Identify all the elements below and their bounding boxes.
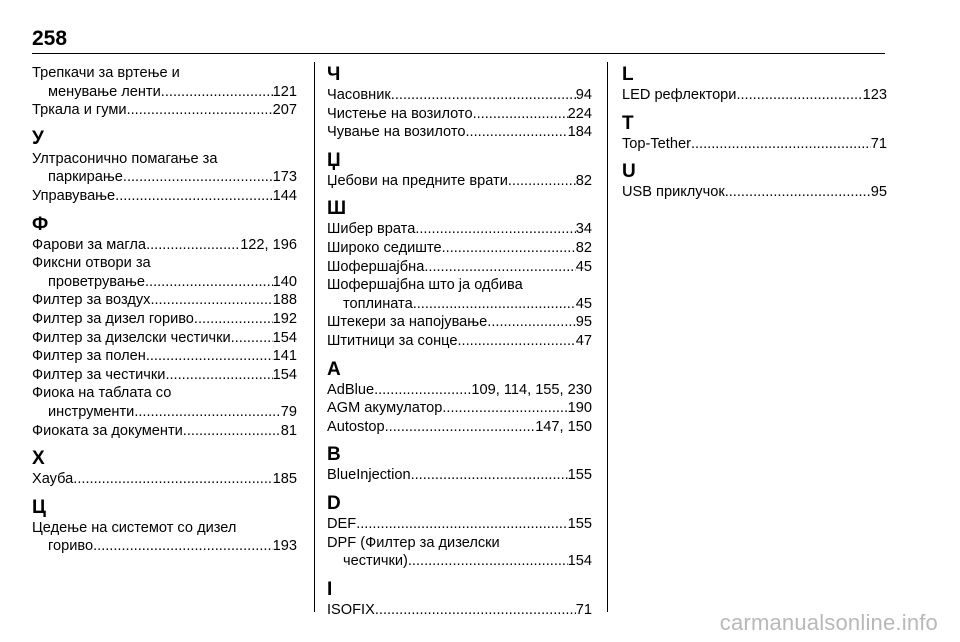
- dot-leader: [413, 295, 576, 314]
- entry-text: Филтер за полен: [32, 348, 146, 365]
- section-letter: Ш: [327, 198, 347, 220]
- page-reference: 95: [575, 314, 592, 331]
- page-reference: 193: [272, 538, 297, 555]
- page-number: 258: [32, 27, 68, 50]
- index-entry: [622, 86, 887, 105]
- dot-leader: [442, 239, 576, 258]
- index-entry: [32, 187, 297, 206]
- entry-text: Фиксни отвори за: [32, 255, 151, 272]
- index-entry: [327, 86, 592, 105]
- page-reference: 184: [567, 124, 592, 141]
- section-letter: I: [327, 578, 333, 600]
- entry-text: ISOFIX: [327, 601, 375, 618]
- entry-text: Ултрасонично помагање за: [32, 150, 218, 167]
- dot-leader: [374, 381, 471, 400]
- page-reference: 224: [567, 105, 592, 122]
- page-reference: 95: [870, 184, 887, 201]
- dot-leader: [93, 537, 273, 556]
- dot-leader: [146, 347, 273, 366]
- page-reference: 190: [567, 400, 592, 417]
- dot-leader: [391, 86, 576, 105]
- section-letter: Ч: [327, 64, 341, 85]
- index-column-2: [327, 64, 592, 619]
- page-reference: 141: [272, 348, 297, 365]
- index-entry: [327, 123, 592, 142]
- index-entry: [32, 101, 297, 120]
- index-entry: [327, 332, 592, 351]
- page-reference: 144: [272, 187, 297, 204]
- entry-text: Хауба: [32, 471, 74, 488]
- index-entry: [327, 276, 592, 313]
- index-entry: [32, 470, 297, 489]
- index-entry: [32, 310, 297, 329]
- watermark: carmanualsonline.info: [719, 610, 938, 635]
- index-entry: [327, 399, 592, 418]
- entry-text: Фарови за магла: [32, 236, 147, 253]
- entry-text: Филтер за дизел гориво: [32, 310, 194, 327]
- page-reference: 81: [280, 422, 297, 439]
- page-reference: 109, 114, 155, 230: [471, 381, 592, 398]
- index-entry: [327, 381, 592, 400]
- dot-leader: [73, 470, 272, 489]
- page-reference: 155: [567, 515, 592, 532]
- index-entry: [32, 254, 297, 291]
- entry-text: BlueInjection: [327, 467, 411, 484]
- index-entry: [32, 347, 297, 366]
- index-section: [327, 579, 592, 620]
- page-reference: 82: [575, 239, 592, 256]
- index-section: [32, 64, 297, 120]
- entry-text: Штитници за сонце: [327, 332, 458, 349]
- dot-leader: [231, 329, 273, 348]
- dot-leader: [473, 105, 568, 124]
- dot-leader: [134, 403, 280, 422]
- section-letter: У: [32, 127, 44, 149]
- dot-leader: [424, 258, 575, 277]
- dot-leader: [194, 310, 273, 329]
- section-letter: D: [327, 492, 341, 514]
- section-letter: A: [327, 358, 341, 380]
- page-reference: 140: [272, 273, 297, 290]
- index-section: [327, 444, 592, 485]
- entry-text: DEF: [327, 515, 357, 532]
- dot-leader: [508, 172, 576, 191]
- entry-text: Филтер за воздух: [32, 292, 151, 309]
- entry-text: Шофершајбна: [327, 258, 425, 275]
- page-reference: 47: [575, 332, 592, 349]
- dot-leader: [487, 313, 575, 332]
- page-reference: 207: [272, 102, 297, 119]
- index-entry: [327, 313, 592, 332]
- entry-text: DPF (Филтер за дизелски: [327, 534, 500, 551]
- dot-leader: [165, 366, 272, 385]
- index-entry: [327, 105, 592, 124]
- entry-text: паркирање: [48, 169, 123, 186]
- index-section: [622, 161, 887, 202]
- index-entry: [32, 150, 297, 187]
- index-entry: [32, 291, 297, 310]
- dot-leader: [691, 135, 871, 154]
- entry-text: AdBlue: [327, 381, 375, 398]
- index-entry: [327, 601, 592, 620]
- dot-leader: [115, 187, 272, 206]
- entry-text: гориво: [48, 538, 94, 555]
- entry-text: Трепкачи за вртење и: [32, 65, 180, 81]
- index-entry: [327, 258, 592, 277]
- index-entry: [327, 239, 592, 258]
- index-column-1: [32, 64, 297, 556]
- index-section: [327, 64, 592, 142]
- entry-text: Фиока на таблата со: [32, 385, 172, 402]
- page-reference: 45: [575, 295, 592, 312]
- entry-text: Тркала и гуми: [32, 102, 127, 119]
- index-section: [32, 214, 297, 441]
- index-section: [32, 497, 297, 556]
- index-entry: [327, 220, 592, 239]
- dot-leader: [408, 552, 568, 571]
- column-divider-1: [314, 62, 315, 612]
- section-letter: T: [622, 112, 634, 134]
- dot-leader: [736, 86, 862, 105]
- entry-text: топлината: [343, 295, 413, 312]
- section-letter: U: [622, 161, 636, 183]
- entry-text: Autostop: [327, 418, 385, 435]
- section-letter: L: [622, 64, 634, 85]
- index-section: [32, 448, 297, 489]
- dot-leader: [356, 515, 567, 534]
- entry-text: Цедење на системот со дизел: [32, 519, 237, 536]
- dot-leader: [375, 601, 576, 620]
- entry-text: Шибер врата: [327, 221, 416, 238]
- page-reference: 155: [567, 467, 592, 484]
- page-reference: 188: [272, 292, 297, 309]
- index-column-3: [622, 64, 887, 202]
- index-entry: [32, 64, 297, 101]
- index-section: [327, 198, 592, 350]
- index-section: [327, 359, 592, 437]
- page-reference: 94: [575, 87, 592, 103]
- index-entry: [327, 534, 592, 571]
- entry-text: Широко седиште: [327, 239, 442, 256]
- page-reference: 185: [272, 471, 297, 488]
- entry-text: менување ленти: [48, 83, 161, 100]
- page-reference: 122, 196: [240, 236, 297, 253]
- entry-text: Top-Tether: [622, 135, 691, 152]
- section-letter: Ц: [32, 496, 46, 518]
- entry-text: Часовник: [327, 87, 391, 103]
- page-reference: 192: [272, 310, 297, 327]
- index-entry: [327, 515, 592, 534]
- entry-text: Чистење на возилото: [327, 105, 473, 122]
- index-entry: [622, 183, 887, 202]
- entry-text: Чување на возилото: [327, 124, 466, 141]
- entry-text: Шофершајбна што ја одбива: [327, 277, 523, 294]
- index-section: [32, 128, 297, 206]
- section-letter: Х: [32, 448, 45, 470]
- entry-text: честички): [343, 553, 408, 570]
- page-reference: 147, 150: [535, 418, 592, 435]
- section-letter: B: [327, 444, 341, 466]
- index-entry: [32, 329, 297, 348]
- index-section: [622, 64, 887, 105]
- index-entry: [32, 236, 297, 255]
- dot-leader: [411, 466, 568, 485]
- entry-text: Филтер за честички: [32, 366, 166, 383]
- entry-text: Филтер за дизелски честички: [32, 329, 231, 346]
- index-section: [622, 113, 887, 154]
- entry-text: Фиоката за документи: [32, 422, 183, 439]
- entry-text: Штекери за напојување: [327, 314, 488, 331]
- dot-leader: [161, 83, 273, 102]
- page-reference: 154: [272, 366, 297, 383]
- dot-leader: [457, 332, 575, 351]
- index-section: [327, 150, 592, 191]
- index-entry: [622, 135, 887, 154]
- section-letter: Џ: [327, 149, 341, 171]
- entry-text: USB приклучок: [622, 184, 725, 201]
- dot-leader: [415, 220, 575, 239]
- dot-leader: [725, 183, 871, 202]
- dot-leader: [146, 236, 240, 255]
- page-reference: 71: [575, 601, 592, 618]
- index-entry: [32, 384, 297, 421]
- entry-text: проветрување: [48, 273, 145, 290]
- index-entry: [327, 466, 592, 485]
- dot-leader: [127, 101, 273, 120]
- header-rule: [32, 53, 885, 54]
- dot-leader: [150, 291, 272, 310]
- index-section: [327, 493, 592, 571]
- dot-leader: [385, 418, 536, 437]
- page-reference: 173: [272, 169, 297, 186]
- page-reference: 34: [575, 221, 592, 238]
- page-reference: 45: [575, 258, 592, 275]
- column-divider-2: [607, 62, 608, 612]
- index-entry: [327, 172, 592, 191]
- index-entry: [32, 366, 297, 385]
- dot-leader: [465, 123, 567, 142]
- entry-text: AGM акумулатор: [327, 400, 443, 417]
- index-entry: [32, 422, 297, 441]
- section-letter: Ф: [32, 213, 49, 235]
- entry-text: Управување: [32, 187, 116, 204]
- dot-leader: [123, 168, 273, 187]
- index-entry: [32, 519, 297, 556]
- entry-text: инструменти: [48, 403, 135, 420]
- dot-leader: [442, 399, 567, 418]
- page-reference: 154: [272, 329, 297, 346]
- dot-leader: [145, 273, 273, 292]
- page-reference: 79: [280, 403, 297, 420]
- index-entry: [327, 418, 592, 437]
- entry-text: LED рефлектори: [622, 87, 737, 103]
- page-reference: 123: [862, 87, 887, 103]
- page-reference: 82: [575, 172, 592, 189]
- page-reference: 121: [272, 83, 297, 100]
- page-reference: 71: [870, 135, 887, 152]
- page-reference: 154: [567, 553, 592, 570]
- entry-text: Џебови на предните врати: [327, 172, 508, 189]
- dot-leader: [183, 422, 281, 441]
